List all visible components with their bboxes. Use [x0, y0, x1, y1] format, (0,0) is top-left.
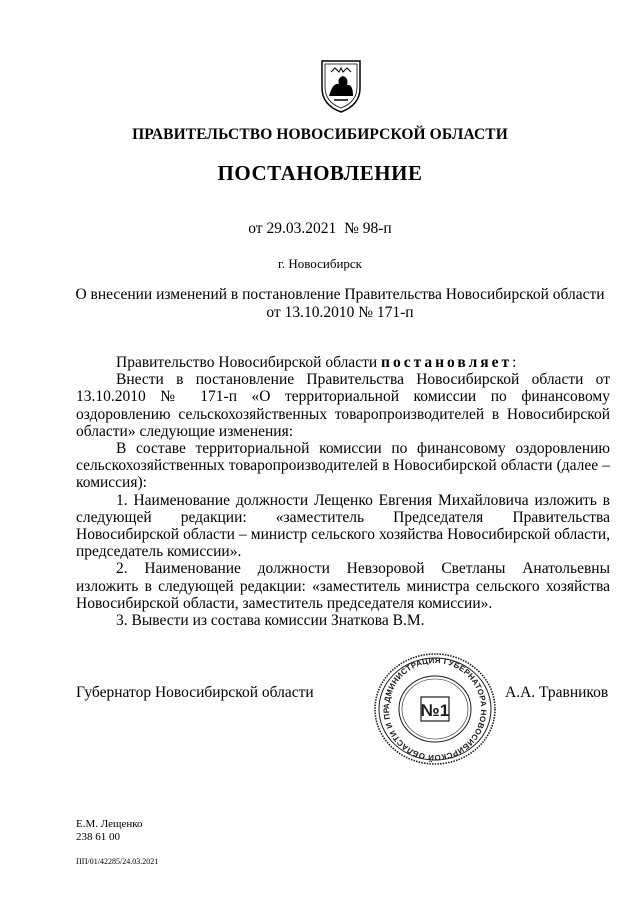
document-number: № 98-п: [344, 220, 392, 237]
signatory-title: Губернатор Новосибирской области: [76, 684, 314, 701]
document-date-line: [0, 220, 640, 238]
paragraph-3: 1. Наименование должности Лещенко Евгения Михайловича изложить в следующей редакции: «заместитель Председателя Правительства Новосибирской области – министр сельского хозяйства Новосибирской области, председатель комиссии».: [76, 491, 610, 561]
document-subject: [70, 286, 610, 322]
document-date: от 29.03.2021: [248, 220, 337, 237]
intro-paragraph: [76, 354, 610, 371]
signatory-name: А.А. Травников: [505, 684, 609, 701]
subject-line-2: от 13.10.2010 № 171-п: [266, 304, 414, 321]
intro-start: Правительство Новосибирской области: [116, 354, 382, 371]
stamp-ring-text: АДМИНИСТРАЦИЯ ГУБЕРНАТОРА НОВОСИБИРСКОЙ ОБЛАСТИ И ПР: [381, 655, 489, 763]
document-body: [76, 354, 610, 629]
coat-of-arms-emblem: [319, 58, 363, 114]
document-type-title: ПОСТАНОВЛЕНИЕ: [217, 161, 423, 185]
subject-line-1: О внесении изменений в постановление Правительства Новосибирской области: [75, 286, 605, 303]
paragraph-5: 3. Вывести из состава комиссии Знаткова В.М.: [116, 612, 425, 630]
executor-name: Е.М. Лещенко: [76, 818, 143, 830]
document-city: г. Новосибирск: [277, 256, 362, 271]
intro-end: :: [512, 354, 517, 371]
paragraph-4: 2. Наименование должности Невзоровой Светланы Анатольевны изложить в следующей редакции: «заместитель министра сельского хозяйства Новосибирской области, заместитель председателя комиссии».: [76, 560, 610, 612]
official-seal-stamp: [371, 650, 499, 768]
executor-phone: 238 61 00: [76, 831, 120, 843]
organization-title: ПРАВИТЕЛЬСТВО НОВОСИБИРСКОЙ ОБЛАСТИ: [132, 126, 508, 143]
executor-info: [76, 818, 143, 844]
paragraph-1: Внести в постановление Правительства Новосибирской области от 13.10.2010 № 171-п «О территориальной комиссии по финансовому оздоровлению сельскохозяйственных товаропроизводителей в Новосибирской области» следующие изменения:: [76, 371, 610, 440]
intro-decree-word: постановляет: [381, 354, 513, 371]
stamp-center-number: №1: [420, 701, 450, 720]
document-footer-code: ПП/01/42285/24.03.2021: [76, 857, 159, 866]
paragraph-2: В составе территориальной комиссии по финансовому оздоровлению сельскохозяйственных товаропроизводителей в Новосибирской области (далее – комиссия):: [76, 440, 610, 492]
